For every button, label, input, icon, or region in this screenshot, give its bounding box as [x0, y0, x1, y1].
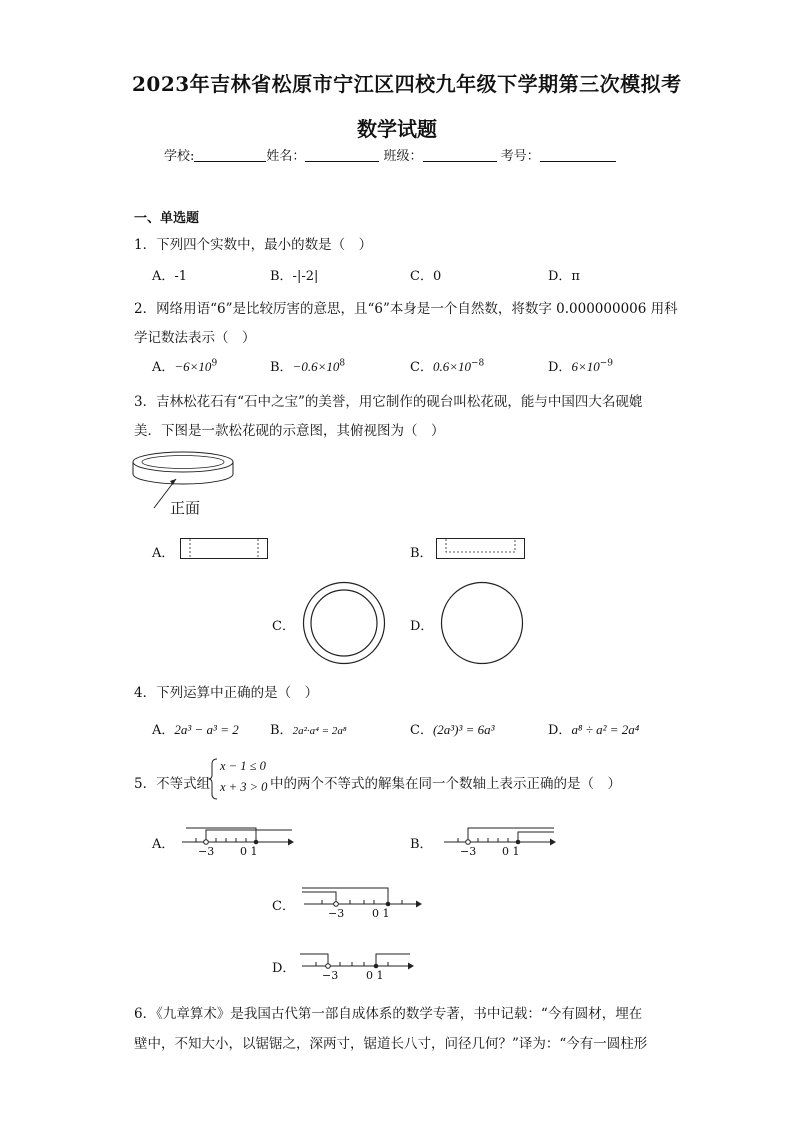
q2-b-base: −0.6×10 [292, 359, 340, 374]
page-title: 2023年吉林省松原市宁江区四校九年级下学期第三次模拟考 [132, 72, 682, 96]
q2-c-base: 0.6×10 [432, 359, 471, 374]
q5-option-d-numberline[interactable] [298, 946, 416, 986]
section-heading: 一、单选题 [134, 211, 200, 226]
q1-option-a[interactable]: A．-1 [152, 269, 188, 284]
q5-option-d-label[interactable]: D． [272, 961, 296, 976]
q4-option-b[interactable] [270, 719, 347, 738]
q2-stem-line2: 学记数法表示（ ） [134, 330, 256, 346]
front-label: 正面 [170, 499, 201, 517]
q4-d-expr: a⁸ ÷ a² = 2a⁴ [571, 722, 640, 737]
q5-option-a-numberline[interactable] [178, 822, 296, 862]
q3-option-b-label[interactable]: B． [410, 546, 433, 561]
q5-option-a-label[interactable]: A． [152, 837, 175, 852]
class-label: 班级： [383, 149, 423, 164]
q5-d-tick-01: 0 1 [366, 969, 384, 982]
q5-option-c-numberline[interactable] [300, 884, 424, 924]
q3-option-d-label[interactable]: D． [410, 619, 434, 634]
q2-option-b[interactable] [270, 356, 345, 375]
q4-option-d[interactable] [548, 719, 639, 738]
page-subtitle: 数学试题 [357, 117, 437, 141]
q2-c-exp: −8 [470, 358, 485, 369]
q1-option-b[interactable]: B．-|-2| [270, 269, 319, 284]
q2-d-base: 6×10 [571, 359, 600, 374]
q5-brace [208, 758, 218, 800]
class-blank[interactable] [423, 147, 497, 162]
q4-d-label: D． [548, 723, 572, 738]
q6-stem-line2: 壁中，不知大小，以锯锯之，深两寸，锯道长八寸，问径几何？”译为：“今有一圆柱形 [134, 1036, 648, 1052]
q3-option-c-figure[interactable] [302, 581, 386, 665]
q5-prefix: 5．不等式组 [134, 776, 211, 792]
q5-b-tick-01: 0 1 [502, 845, 520, 858]
q2-a-label: A． [152, 360, 175, 375]
q4-a-expr: 2a³ − a³ = 2 [174, 722, 239, 737]
q5-inequality-2: x + 3 > 0 [220, 780, 268, 794]
q2-d-exp: −9 [599, 358, 613, 369]
q3-option-b-figure[interactable] [436, 538, 528, 562]
q3-option-a-figure[interactable] [180, 538, 270, 562]
school-blank[interactable] [194, 147, 266, 162]
q2-d-label: D． [548, 360, 572, 375]
q5-inequality-1: x − 1 ≤ 0 [220, 759, 266, 773]
q6-stem-line1: 6．《九章算术》是我国古代第一部自成体系的数学专著，书中记载：“今有圆材，埋在 [134, 1006, 643, 1022]
q5-option-b-label[interactable]: B． [410, 837, 433, 852]
number-label: 考号： [500, 149, 540, 164]
q1-option-d[interactable]: D．π [548, 269, 580, 284]
q5-option-c-label[interactable]: C． [272, 899, 295, 914]
q5-a-tick-01: 0 1 [240, 845, 258, 858]
q5-d-tick-neg3: −3 [322, 969, 339, 982]
q5-b-tick-neg3: −3 [460, 845, 477, 858]
q4-c-expr: (2a³)³ = 6a³ [432, 722, 495, 737]
q2-option-c[interactable] [410, 356, 484, 375]
q5-suffix: 中的两个不等式的解集在同一个数轴上表示正确的是（ ） [270, 776, 621, 792]
q3-option-c-label[interactable]: C． [272, 619, 295, 634]
q5-a-tick-neg3: −3 [198, 845, 215, 858]
q1-stem: 1．下列四个实数中，最小的数是（ ） [134, 237, 373, 253]
q5-c-tick-01: 0 1 [372, 907, 390, 920]
q4-stem: 4．下列运算中正确的是（ ） [134, 685, 319, 701]
q2-c-label: C． [410, 360, 433, 375]
q4-b-label: B． [270, 723, 293, 738]
q2-stem-line1: 2．网络用语“6”是比较厉害的意思，且“6”本身是一个自然数，将数字 0.000000006 用科 [134, 301, 678, 317]
number-blank[interactable] [540, 147, 616, 162]
q3-option-d-figure[interactable] [440, 581, 524, 665]
q4-b-expr: 2a²·a⁴ = 2a⁸ [292, 725, 347, 737]
name-blank[interactable] [305, 147, 379, 162]
student-info-row [164, 145, 616, 164]
q3-stem-line2: 美．下图是一款松花砚的示意图，其俯视图为（ ） [134, 423, 445, 439]
q4-option-c[interactable] [410, 719, 495, 738]
q4-option-a[interactable] [152, 719, 239, 738]
school-label: 学校: [164, 149, 195, 164]
q4-c-label: C． [410, 723, 433, 738]
q2-option-a[interactable] [152, 356, 217, 375]
q2-option-d[interactable] [548, 356, 613, 375]
q2-b-exp: 8 [339, 358, 346, 369]
q5-c-tick-neg3: −3 [328, 907, 345, 920]
q2-a-exp: 9 [211, 358, 218, 369]
q3-option-a-label[interactable]: A． [152, 546, 175, 561]
q3-stem-line1: 3．吉林松花石有“石中之宝”的美誉，用它制作的砚台叫松花砚，能与中国四大名砚媲 [134, 394, 643, 410]
q2-b-label: B． [270, 360, 293, 375]
q1-option-c[interactable]: C．0 [410, 269, 442, 284]
q2-a-base: −6×10 [174, 359, 212, 374]
q4-a-label: A． [152, 723, 175, 738]
q5-option-b-numberline[interactable] [440, 822, 558, 862]
name-label: 姓名： [266, 149, 306, 164]
